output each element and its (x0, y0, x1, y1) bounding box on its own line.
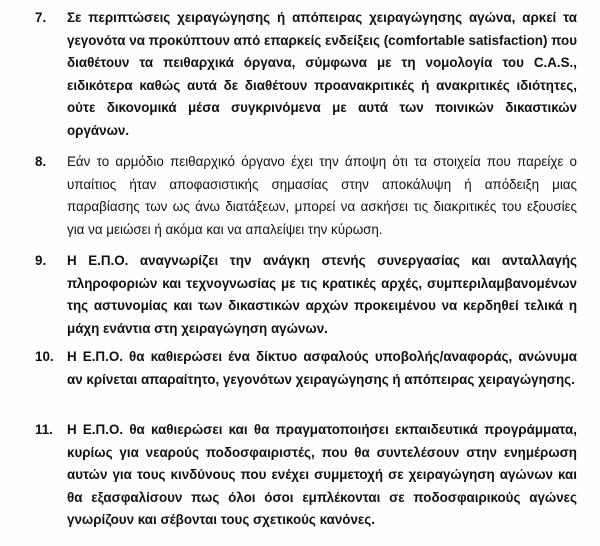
paragraph-number: 7. (35, 10, 47, 25)
paragraph-text: Σε περιπτώσεις χειραγώγησης ή απόπειρας χειραγώγησης αγώνα, αρκεί τα γεγονότα να προκύπτουν από επαρκείς ενδείξεις (comfortable satisfaction) που διαθέτουν τα πειθαρχικά όργανα, σύμφωνα με τη νομολογία του C.A.S., ειδικότερα καθώς αυτά δε διαθέτουν προανακριτικές ή ανακριτικές ιδιότητες, ούτε δικονομικά μέσα συγκρινόμενα με αυτά των ποινικών δικαστικών οργάνων. (67, 10, 577, 138)
paragraph-text: Η Ε.Π.Ο. αναγνωρίζει την ανάγκη στενής συνεργασίας και ανταλλαγής πληροφοριών και τεχνογνωσίας με τις κρατικές αρχές, συμπεριλαμβανομένων της αστυνομίας και των δικαστικών αρχών προκειμένου να κερδηθεί τελικά η μάχη ενάντια στη χειραγώγηση αγώνων. (67, 253, 577, 336)
paragraph-text: Η Ε.Π.Ο. θα καθιερώσει ένα δίκτυο ασφαλούς υποβολής/αναφοράς, ανώνυμα αν κρίνεται απαραίτητο, γεγονότων χειραγώγησης ή απόπειρας χειραγώγησης. (67, 349, 577, 387)
paragraph-number: 11. (35, 422, 53, 437)
paragraph-number: 8. (35, 154, 47, 169)
paragraph-number: 10. (35, 349, 54, 364)
paragraph-text: Η Ε.Π.Ο. θα καθιερώσει και θα πραγματοποιήσει εκπαιδευτικά προγράμματα, κυρίως για νεαρούς ποδοσφαιριστές, που θα συντελέσουν στην ενημέρωση αυτών για τους κινδύνους που ενέχει συμμετοχή σε χειραγώγηση αγώνων και θα εξασφαλίσουν πως όλοι όσοι εμπλέκονται σε ποδοσφαιρικούς αγώνες γνωρίζουν και σέβονται τους σχετικούς κανόνες. (67, 422, 577, 528)
paragraph-number: 9. (35, 253, 47, 268)
paragraph-text: Εάν το αρμόδιο πειθαρχικό όργανο έχει την άποψη ότι τα στοιχεία που παρείχε ο υπαίτιος ήταν αποφασιστικής σημασίας στην αποκάλυψη ή απόδειξη μιας παραβίασης των ως άνω διατάξεων, μπορεί να ασκήσει τις διακριτικές του εξουσίες για να μειώσει ή ακόμα και να απαλείψει την κύρωση. (67, 154, 577, 237)
